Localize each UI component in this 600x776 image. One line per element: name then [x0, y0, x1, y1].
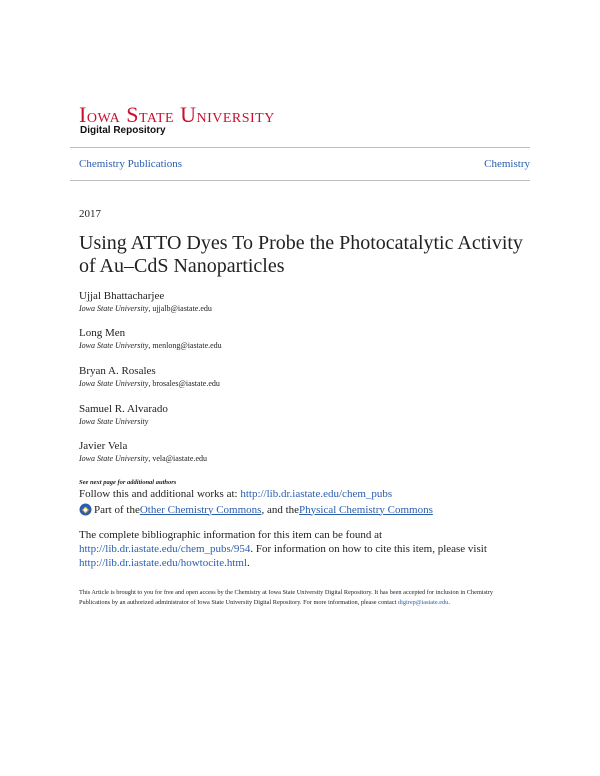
logo-smallcaps: NIVERSITY	[196, 111, 275, 126]
logo-letter: U	[174, 102, 197, 127]
other-chemistry-commons-link[interactable]: Other Chemistry Commons	[139, 503, 262, 516]
logo-smallcaps: TATE	[138, 111, 175, 126]
follow-line	[79, 488, 392, 500]
logo-letter: I	[79, 102, 87, 127]
collection-url-link[interactable]: http://lib.dr.iastate.edu/chem_pubs	[240, 488, 393, 500]
citation-paragraph	[79, 528, 519, 570]
affiliation-text: Iowa State University	[79, 304, 149, 313]
department-link[interactable]: Chemistry	[484, 158, 530, 170]
author-email: , vela@iastate.edu	[148, 454, 208, 463]
author-affiliation	[79, 416, 168, 427]
footnote-text: .	[448, 599, 450, 606]
author-name: Javier Vela	[79, 440, 128, 452]
publication-year: 2017	[79, 208, 101, 220]
logo-letter: S	[120, 102, 139, 127]
access-footnote	[79, 588, 521, 608]
contact-email-link[interactable]: digirep@iastate.edu	[397, 599, 449, 606]
author-name: Bryan A. Rosales	[79, 365, 156, 377]
author-block	[79, 290, 212, 314]
divider-bottom	[70, 180, 530, 181]
part-of-line	[79, 503, 433, 516]
footnote-text: This Article is brought to you for free and open access by the Chemistry at Iowa State University Digital Repository. It has been accepted for inclusion in Chemistry Publications by an authorized administrator of Iowa State University Digital Repository. For more information, please contact	[79, 589, 494, 606]
university-logo-wordmark	[79, 104, 275, 126]
citation-text: .	[247, 557, 250, 569]
follow-text: Follow this and additional works at:	[79, 488, 241, 500]
howtocite-link[interactable]: http://lib.dr.iastate.edu/howtocite.html	[79, 557, 248, 569]
author-affiliation	[79, 453, 207, 464]
see-next-page-note: See next page for additional authors	[79, 479, 177, 486]
divider-top	[70, 147, 530, 148]
item-url-link[interactable]: http://lib.dr.iastate.edu/chem_pubs/954	[79, 543, 251, 555]
author-affiliation	[79, 303, 212, 314]
citation-text: The complete bibliographic information for this item can be found at	[79, 529, 383, 541]
affiliation-text: Iowa State University	[79, 454, 149, 463]
author-affiliation	[79, 340, 222, 351]
author-name: Samuel R. Alvarado	[79, 403, 168, 415]
author-name: Ujjal Bhattacharjee	[79, 290, 165, 302]
article-title: Using ATTO Dyes To Probe the Photocatalytic Activity of Au–CdS Nanoparticles	[79, 232, 523, 277]
author-block	[79, 365, 220, 389]
author-email: , menlong@iastate.edu	[148, 341, 222, 350]
author-affiliation	[79, 378, 220, 389]
part-of-connector: , and the	[261, 503, 300, 516]
logo-smallcaps: OWA	[86, 111, 121, 126]
author-block	[79, 440, 207, 464]
affiliation-text: Iowa State University	[79, 341, 149, 350]
citation-text: . For information on how to cite this item, please visit	[250, 543, 487, 555]
author-name: Long Men	[79, 327, 126, 339]
collection-link[interactable]: Chemistry Publications	[79, 158, 182, 170]
author-email: , ujjalb@iastate.edu	[148, 304, 212, 313]
repository-name: Digital Repository	[80, 125, 166, 136]
author-block	[79, 403, 168, 427]
affiliation-text: Iowa State University	[79, 417, 149, 426]
physical-chemistry-commons-link[interactable]: Physical Chemistry Commons	[299, 503, 433, 516]
author-email: , brosales@iastate.edu	[148, 379, 220, 388]
bepress-commons-icon	[79, 503, 92, 516]
affiliation-text: Iowa State University	[79, 379, 149, 388]
part-of-text: Part of the	[94, 503, 140, 516]
author-block	[79, 327, 222, 351]
